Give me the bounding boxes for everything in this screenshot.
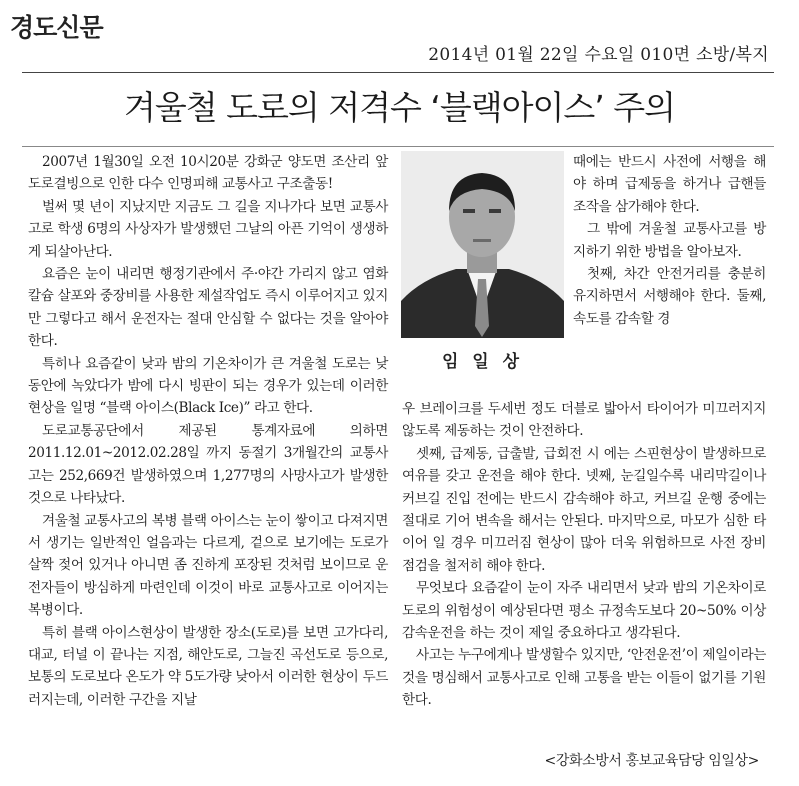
paragraph: 첫째, 차간 안전거리를 충분히 유지하면서 서행해야 한다. 둘째, 속도를 감속할 경 bbox=[573, 266, 766, 327]
headline-rule bbox=[22, 146, 774, 147]
author-byline: <강화소방서 홍보교육담당 임일상> bbox=[544, 753, 759, 769]
paragraph: 요즘은 눈이 내리면 행정기관에서 주·야간 가리지 않고 염화칼슘 살포와 중장비를 사용한 제설작업도 즉시 이루어지고 있지만 그렇다고 해서 운전자는 절대 안심할 수 없다는 것을 알아야한다. bbox=[28, 266, 388, 350]
paragraph: 벌써 몇 년이 지났지만 지금도 그 길을 지나가다 보면 교통사고로 학생 6명의 사상자가 발생했던 그날의 아픈 기억이 생생하게 되살아난다. bbox=[28, 198, 388, 260]
paragraph: 특히나 요즘같이 낮과 밤의 기온차이가 큰 겨울철 도로는 낮 동안에 녹았다가 밤에 다시 빙판이 되는 경우가 있는데 이러한 현상을 일명 “블랙 아이스(Black Ice)” 라고 한다. bbox=[28, 355, 388, 417]
paragraph: 때에는 반드시 사전에 서행을 해야 하며 급제동을 하거나 급핸들 조작을 삼가해야 한다. bbox=[573, 154, 766, 215]
paragraph: 사고는 누구에게나 발생할수 있지만, ‘안전운전’이 제일이라는것을 명심해서 교통사고로 인해 고통을 받는 이들이 없기를 기원한다. bbox=[402, 647, 766, 709]
publication-dateline: 2014년 01월 22일 수요일 010면 소방/복지 bbox=[428, 45, 769, 65]
paragraph: 도로교통공단에서 제공된 통계자료에 의하면 2011.12.01~2012.02.28일 까지 동절기 3개월간의 교통사고는 252,669건 발생하였으며 1,277명의 사망사고가 발생한 것으로 나타났다. bbox=[28, 422, 388, 507]
article-column-right-bottom bbox=[402, 398, 766, 712]
article-column-right-top bbox=[573, 151, 766, 330]
newspaper-masthead: 경도신문 bbox=[10, 13, 103, 42]
article-headline: 겨울철 도로의 저격수 ‘블랙아이스’ 주의 bbox=[124, 88, 675, 127]
paragraph: 특히 블랙 아이스현상이 발생한 장소(도로)를 보면 고가다리, 대교, 터널 이 끝나는 지점, 해안도로, 그늘진 곡선도로 등으로, 보통의 도로보다 온도가 약 5도가량 낮아서 이러한 현상이 두드러지는데, 이러한 구간을 지날 bbox=[28, 624, 388, 708]
portrait-icon bbox=[401, 151, 564, 338]
paragraph: 2007년 1월30일 오전 10시20분 강화군 양도면 조산리 앞 도로결빙으로 인한 다수 인명피해 교통사고 구조출동! bbox=[28, 154, 388, 193]
paragraph: 그 밖에 겨울철 교통사고를 방지하기 위한 방법을 알아보자. bbox=[573, 221, 766, 260]
paragraph: 우 브레이크를 두세번 정도 더블로 밟아서 타이어가 미끄러지지 않도록 제동하는 것이 안전하다. bbox=[402, 401, 766, 440]
paragraph: 겨울철 교통사고의 복병 블랙 아이스는 눈이 쌓이고 다져지면서 생기는 일반적인 얼음과는 다르게, 겉으로 보기에는 도로가 살짝 젖어 있거나 아니면 좀 진하게 포장된 것처럼 보이므로 운전자들이 방심하게 마련인데 이것이 바로 교통사고로 이어지는 복병이다. bbox=[28, 512, 388, 619]
photo-caption: 임 일 상 bbox=[441, 352, 524, 372]
article-column-left bbox=[28, 151, 388, 711]
paragraph: 셋째, 급제동, 급출발, 급회전 시 에는 스핀현상이 발생하므로 여유를 갖고 운전을 해야 한다. 넷째, 눈길일수록 내리막길이나 커브길 진입 전에는 반드시 감속해야 하고, 커브길 운행 중에는 절대로 기어 변속을 해서는 안된다. 마지막으로, 마모가 심한 타이어 일 경우 미끄러짐 현상이 많아 더욱 위험하므로 사전 장비 점검을 철저히 해야 한다. bbox=[402, 445, 766, 574]
paragraph: 무엇보다 요즘같이 눈이 자주 내리면서 낮과 밤의 기온차이로 도로의 위험성이 예상된다면 평소 규정속도보다 20~50% 이상 감속운전을 하는 것이 제일 중요하다고 생각된다. bbox=[402, 580, 766, 642]
author-portrait-photo bbox=[401, 151, 564, 338]
header-rule bbox=[22, 72, 774, 73]
